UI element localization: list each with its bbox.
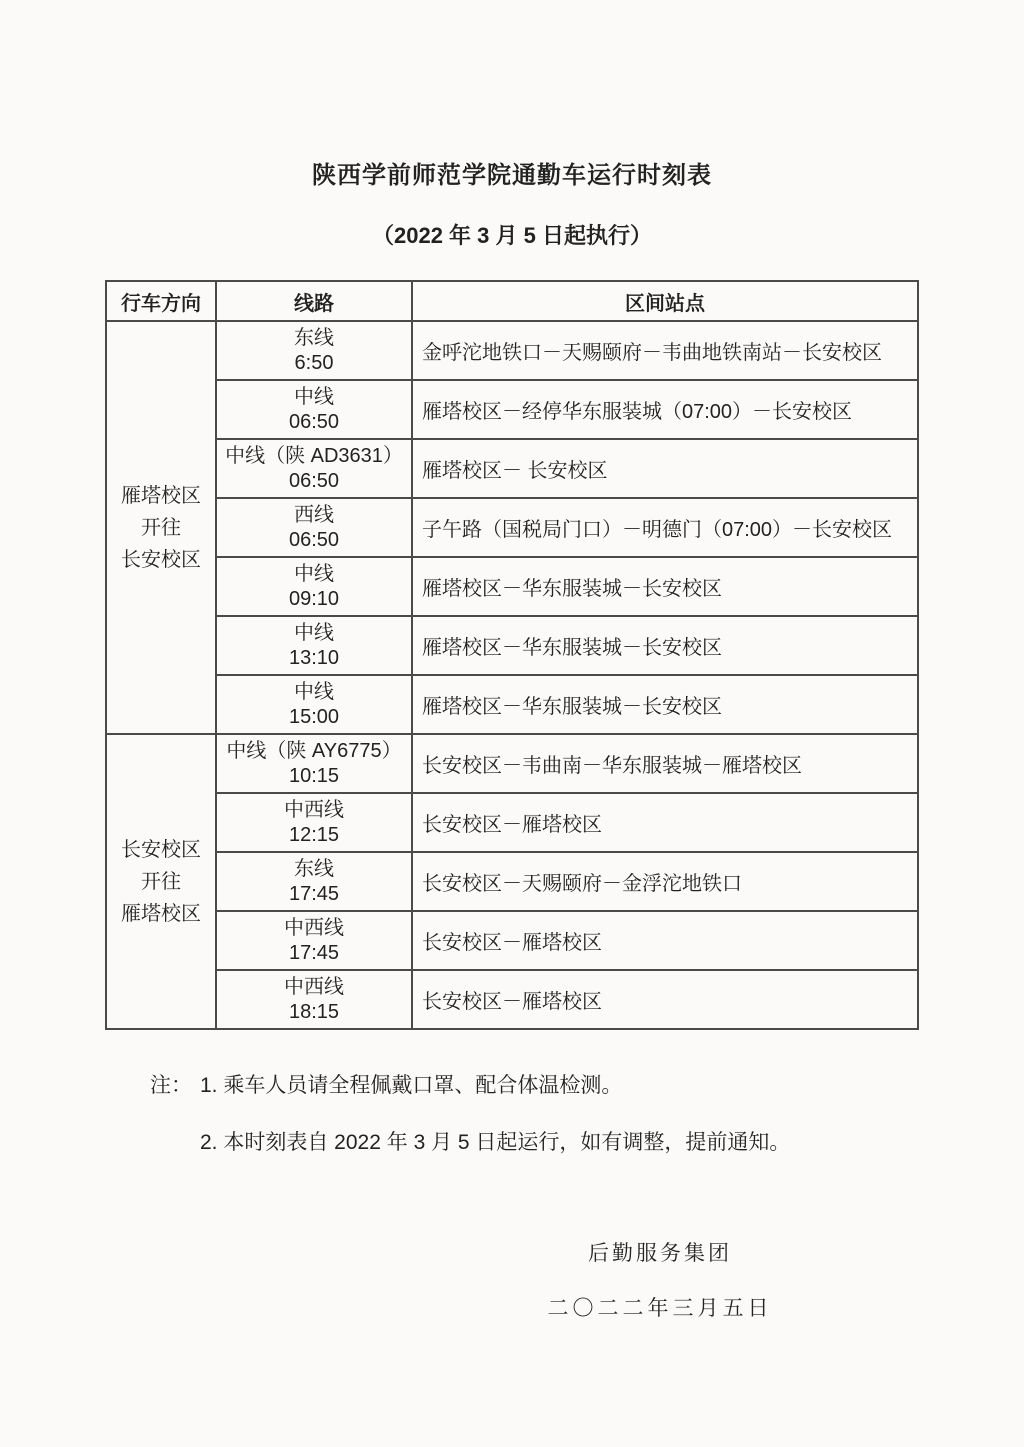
note-line-1 — [150, 1072, 910, 1099]
route-time: 09:10 — [288, 587, 340, 610]
stations-cell: 雁塔校区－华东服装城－长安校区 — [412, 616, 918, 675]
route-name: 中线 — [294, 621, 334, 644]
route-time: 06:50 — [288, 528, 340, 551]
route-cell — [216, 498, 412, 557]
signature-organization: 后勤服务集团 — [588, 1242, 732, 1265]
stations-cell: 长安校区－雁塔校区 — [412, 911, 918, 970]
route-time: 13:10 — [288, 646, 340, 669]
route-cell — [216, 557, 412, 616]
stations-cell: 长安校区－天赐颐府－金浮沱地铁口 — [412, 852, 918, 911]
route-name: 中线 — [294, 562, 334, 585]
signature-block — [540, 1240, 780, 1322]
table-row — [106, 852, 918, 911]
route-name: 中西线 — [284, 975, 344, 998]
note-text: 2. 本时刻表自 2022 年 3 月 5 日起运行，如有调整，提前通知。 — [200, 1131, 791, 1154]
route-cell — [216, 616, 412, 675]
route-name: 中西线 — [284, 916, 344, 939]
table-row — [106, 616, 918, 675]
signature-date: 二〇二二年三月五日 — [547, 1297, 773, 1320]
route-time: 17:45 — [288, 882, 340, 905]
route-time: 6:50 — [294, 351, 334, 374]
route-name: 中线（陕 AD3631） — [225, 444, 403, 467]
direction-line: 长安校区 — [121, 548, 201, 571]
table-row — [106, 557, 918, 616]
stations-cell: 长安校区－雁塔校区 — [412, 793, 918, 852]
route-cell — [216, 793, 412, 852]
route-name: 东线 — [294, 326, 334, 349]
bus-timetable — [105, 280, 919, 1030]
route-time: 12:15 — [288, 823, 340, 846]
stations-cell: 雁塔校区－华东服装城－长安校区 — [412, 675, 918, 734]
table-row — [106, 675, 918, 734]
col-header-route: 线路 — [216, 281, 412, 321]
direction-line: 雁塔校区 — [121, 902, 201, 925]
route-cell — [216, 439, 412, 498]
table-row — [106, 498, 918, 557]
route-name: 西线 — [294, 503, 334, 526]
notes-section — [150, 1072, 910, 1156]
stations-cell: 长安校区－韦曲南－华东服装城－雁塔校区 — [412, 734, 918, 793]
route-cell — [216, 970, 412, 1029]
table-row — [106, 793, 918, 852]
stations-cell: 雁塔校区－华东服装城－长安校区 — [412, 557, 918, 616]
col-header-stations: 区间站点 — [412, 281, 918, 321]
page-subtitle: （2022 年 3 月 5 日起执行） — [372, 223, 652, 248]
route-cell — [216, 321, 412, 380]
route-time: 17:45 — [288, 941, 340, 964]
route-name: 中线（陕 AY6775） — [226, 739, 402, 762]
route-cell — [216, 911, 412, 970]
direction-line: 开往 — [141, 870, 181, 893]
note-label: 注： — [150, 1074, 192, 1097]
table-row — [106, 439, 918, 498]
route-name: 中西线 — [284, 798, 344, 821]
route-cell — [216, 675, 412, 734]
col-header-direction: 行车方向 — [106, 281, 216, 321]
route-name: 东线 — [294, 857, 334, 880]
route-cell — [216, 852, 412, 911]
table-row — [106, 911, 918, 970]
table-row — [106, 380, 918, 439]
stations-cell: 雁塔校区－ 长安校区 — [412, 439, 918, 498]
route-time: 18:15 — [288, 1000, 340, 1023]
route-time: 06:50 — [288, 469, 340, 492]
stations-cell: 子午路（国税局门口）－明德门（07:00）－长安校区 — [412, 498, 918, 557]
direction-line: 雁塔校区 — [121, 484, 201, 507]
route-time: 15:00 — [288, 705, 340, 728]
route-cell — [216, 734, 412, 793]
route-cell — [216, 380, 412, 439]
table-row — [106, 970, 918, 1029]
route-time: 06:50 — [288, 410, 340, 433]
table-row — [106, 321, 918, 380]
note-text: 1. 乘车人员请全程佩戴口罩、配合体温检测。 — [200, 1074, 623, 1097]
direction-line: 长安校区 — [121, 838, 201, 861]
table-row — [106, 734, 918, 793]
route-time: 10:15 — [288, 764, 340, 787]
table-header-row — [106, 281, 918, 321]
direction-cell-group1 — [106, 321, 216, 734]
page-title: 陕西学前师范学院通勤车运行时刻表 — [312, 162, 712, 189]
route-name: 中线 — [294, 680, 334, 703]
note-line-2 — [150, 1129, 910, 1156]
stations-cell: 长安校区－雁塔校区 — [412, 970, 918, 1029]
stations-cell: 雁塔校区－经停华东服装城（07:00）－长安校区 — [412, 380, 918, 439]
direction-line: 开往 — [141, 516, 181, 539]
route-name: 中线 — [294, 385, 334, 408]
direction-cell-group2 — [106, 734, 216, 1029]
stations-cell: 金呼沱地铁口－天赐颐府－韦曲地铁南站－长安校区 — [412, 321, 918, 380]
